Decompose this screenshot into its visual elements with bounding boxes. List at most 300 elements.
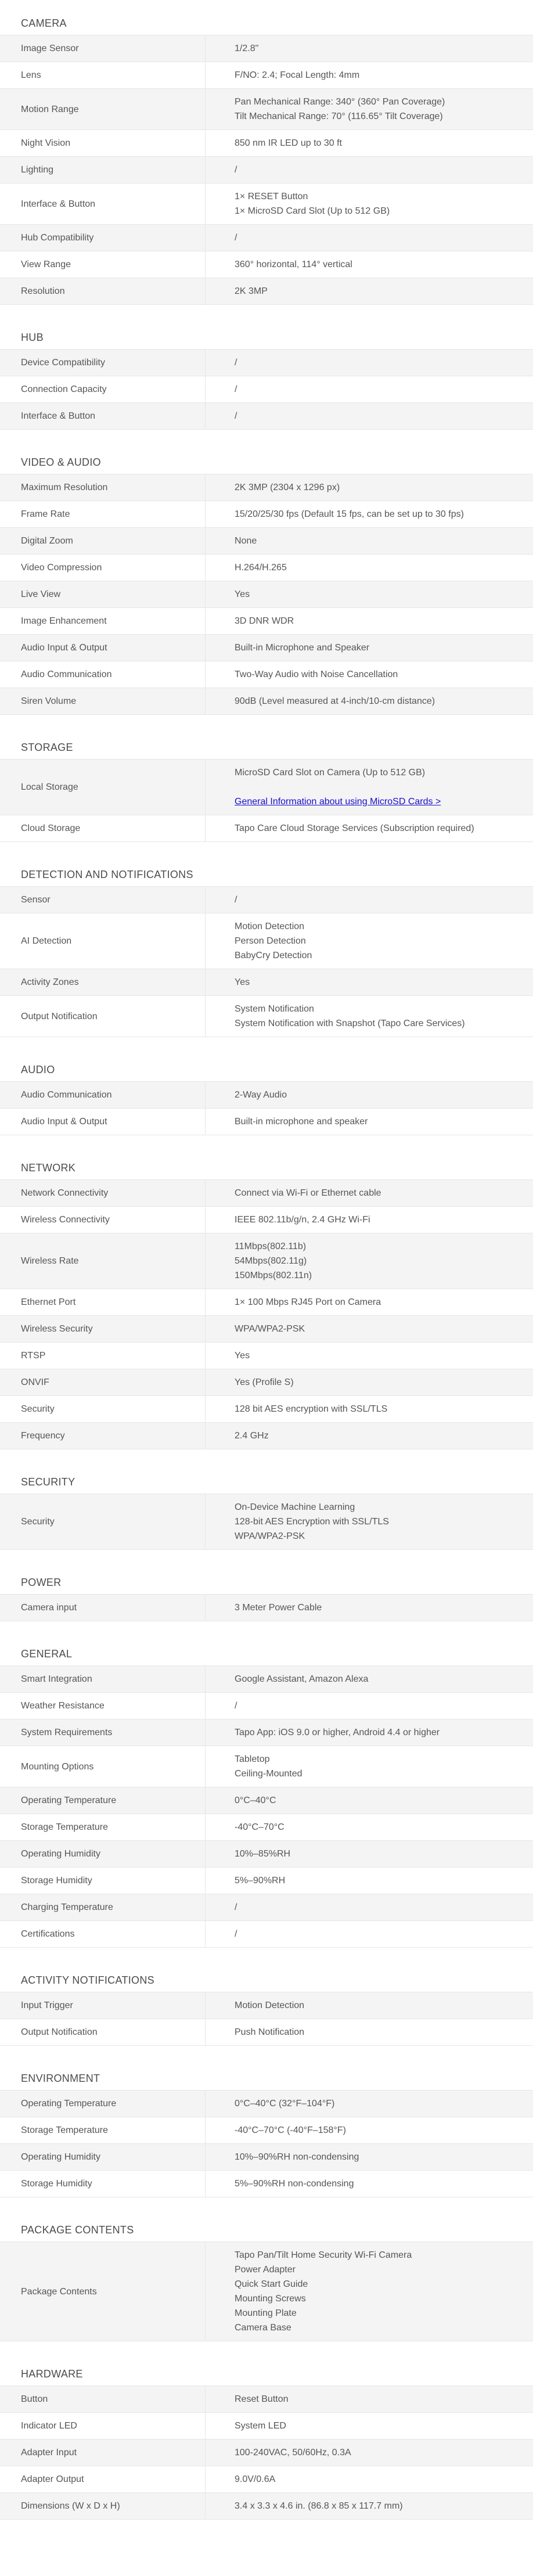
- spec-row: [0, 969, 533, 996]
- spec-value: [206, 555, 533, 581]
- section-gap: [0, 715, 533, 729]
- spec-value-line: 850 nm IR LED up to 30 ft: [235, 138, 342, 148]
- spec-section: [0, 2060, 533, 2211]
- spec-value: [206, 1921, 533, 1947]
- spec-value-line: /: [235, 233, 237, 243]
- section-title: DETECTION AND NOTIFICATIONS: [21, 869, 193, 880]
- spec-value-line: 1× 100 Mbps RJ45 Port on Camera: [235, 1297, 381, 1307]
- spec-value-line: Yes: [235, 1351, 250, 1361]
- spec-value-line: /: [235, 358, 237, 368]
- spec-row: [0, 1868, 533, 1894]
- spec-table: [0, 1665, 533, 1948]
- spec-label: Storage Humidity: [0, 1868, 206, 1894]
- spec-table: [0, 1594, 533, 1621]
- spec-value: [206, 2386, 533, 2412]
- spec-value: [206, 581, 533, 607]
- spec-value: [206, 661, 533, 688]
- spec-row: [0, 815, 533, 842]
- spec-value-line: 90dB (Level measured at 4-inch/10-cm distance): [235, 696, 435, 706]
- spec-value-line: 10%–90%RH non-condensing: [235, 2152, 359, 2162]
- spec-value-line: /: [235, 1701, 237, 1711]
- section-title: AUDIO: [21, 1064, 55, 1075]
- spec-label: Operating Humidity: [0, 2144, 206, 2170]
- spec-row: [0, 501, 533, 528]
- spec-row: [0, 157, 533, 184]
- spec-row: [0, 581, 533, 608]
- spec-value: [206, 1396, 533, 1422]
- spec-row: [0, 2413, 533, 2440]
- spec-value-line: System Notification with Snapshot (Tapo Care Services): [235, 1019, 465, 1028]
- spec-value-line: 2K 3MP (2304 x 1296 px): [235, 483, 340, 492]
- microsd-info-link[interactable]: General Information about using MicroSD Cards >: [235, 797, 441, 807]
- section-gap: [0, 1037, 533, 1051]
- spec-value-line: Yes: [235, 589, 250, 599]
- spec-value: [206, 1343, 533, 1369]
- spec-row: [0, 1595, 533, 1621]
- spec-row: [0, 1666, 533, 1693]
- spec-value-line: Motion Detection: [235, 2001, 305, 2010]
- spec-row: [0, 184, 533, 225]
- section-title: SECURITY: [21, 1476, 75, 1488]
- spec-value-line: 54Mbps(802.11g): [235, 1256, 307, 1266]
- spec-value-line: -40°C–70°C: [235, 1822, 284, 1832]
- spec-label: Activity Zones: [0, 969, 206, 995]
- spec-row: [0, 608, 533, 635]
- spec-value: [206, 2019, 533, 2045]
- spec-value-line: MicroSD Card Slot on Camera (Up to 512 GB): [235, 768, 426, 778]
- spec-row: [0, 403, 533, 430]
- spec-value-line: 2.4 GHz: [235, 1431, 269, 1441]
- spec-label: Button: [0, 2386, 206, 2412]
- spec-label: Charging Temperature: [0, 1894, 206, 1920]
- section-gap: [0, 2341, 533, 2355]
- spec-row: [0, 278, 533, 305]
- spec-row: [0, 1921, 533, 1948]
- spec-label: Hub Compatibility: [0, 225, 206, 251]
- spec-section: [0, 319, 533, 444]
- spec-row: [0, 760, 533, 815]
- spec-row: [0, 1494, 533, 1550]
- spec-value: [206, 1109, 533, 1135]
- spec-value-line: /: [235, 895, 237, 905]
- spec-value: [206, 528, 533, 554]
- spec-value-line: WPA/WPA2-PSK: [235, 1531, 305, 1541]
- spec-table: [0, 1494, 533, 1550]
- spec-row: [0, 528, 533, 555]
- spec-value: [206, 1595, 533, 1621]
- spec-label: View Range: [0, 251, 206, 278]
- spec-value-line: Mounting Screws: [235, 2294, 306, 2304]
- spec-value-line: Google Assistant, Amazon Alexa: [235, 1674, 369, 1684]
- spec-row: [0, 2019, 533, 2046]
- spec-value: [206, 474, 533, 501]
- spec-value: [206, 130, 533, 156]
- spec-label: Cloud Storage: [0, 815, 206, 841]
- section-title: HUB: [21, 332, 44, 343]
- spec-row: [0, 1109, 533, 1135]
- spec-row: [0, 1894, 533, 1921]
- spec-value-line: Quick Start Guide: [235, 2279, 308, 2289]
- spec-row: [0, 2440, 533, 2466]
- spec-row: [0, 2386, 533, 2413]
- section-title: GENERAL: [21, 1648, 73, 1660]
- spec-label: System Requirements: [0, 1719, 206, 1746]
- section-gap: [0, 2046, 533, 2060]
- spec-row: [0, 1233, 533, 1289]
- spec-value: [206, 1423, 533, 1449]
- spec-label: Wireless Security: [0, 1316, 206, 1342]
- spec-value: [206, 1316, 533, 1342]
- spec-label: Lens: [0, 62, 206, 88]
- section-gap: [0, 430, 533, 444]
- spec-row: [0, 2466, 533, 2493]
- spec-row: [0, 1207, 533, 1233]
- spec-label: Input Trigger: [0, 1992, 206, 2019]
- spec-label: Storage Humidity: [0, 2171, 206, 2197]
- spec-label: Package Contents: [0, 2242, 206, 2341]
- spec-label: Security: [0, 1396, 206, 1422]
- spec-value-line: 128-bit AES Encryption with SSL/TLS: [235, 1517, 389, 1527]
- spec-value: [206, 350, 533, 376]
- spec-row: [0, 688, 533, 715]
- spec-label: Network Connectivity: [0, 1180, 206, 1206]
- spec-label: Operating Humidity: [0, 1841, 206, 1867]
- spec-value-line: -40°C–70°C (-40°F–158°F): [235, 2125, 346, 2135]
- spec-table: [0, 2386, 533, 2520]
- spec-label: Wireless Rate: [0, 1233, 206, 1289]
- spec-value-line: 5%–90%RH non-condensing: [235, 2179, 354, 2189]
- section-title: VIDEO & AUDIO: [21, 456, 101, 468]
- spec-label: Audio Communication: [0, 1082, 206, 1108]
- spec-value: [206, 184, 533, 224]
- spec-section: [0, 729, 533, 856]
- spec-value: [206, 1289, 533, 1315]
- spec-section: [0, 1564, 533, 1635]
- spec-value: [206, 996, 533, 1037]
- section-gap: [0, 305, 533, 319]
- spec-value: [206, 225, 533, 251]
- spec-row: [0, 996, 533, 1037]
- spec-value-line: Person Detection: [235, 936, 306, 946]
- section-gap: [0, 2197, 533, 2211]
- section-gap: [0, 1621, 533, 1635]
- spec-value: [206, 635, 533, 661]
- spec-value-line: Ceiling-Mounted: [235, 1769, 302, 1779]
- spec-value-line: BabyCry Detection: [235, 951, 312, 960]
- spec-row: [0, 635, 533, 661]
- spec-value: [206, 1233, 533, 1289]
- spec-value-line: 15/20/25/30 fps (Default 15 fps, can be set up to 30 fps): [235, 509, 464, 519]
- spec-value: [206, 760, 533, 815]
- spec-label: Audio Input & Output: [0, 635, 206, 661]
- spec-label: Operating Temperature: [0, 1787, 206, 1814]
- spec-value: [206, 251, 533, 278]
- spec-value-line: 2-Way Audio: [235, 1090, 287, 1100]
- spec-value-line: Power Adapter: [235, 2265, 296, 2275]
- spec-value-line: IEEE 802.11b/g/n, 2.4 GHz Wi-Fi: [235, 1215, 370, 1225]
- spec-value: [206, 2440, 533, 2466]
- spec-value-line: /: [235, 1929, 237, 1939]
- spec-section: [0, 1051, 533, 1149]
- spec-table: [0, 2242, 533, 2341]
- spec-value-line: 100-240VAC, 50/60Hz, 0.3A: [235, 2448, 351, 2458]
- spec-label: Ethernet Port: [0, 1289, 206, 1315]
- spec-row: [0, 2171, 533, 2197]
- spec-section: [0, 444, 533, 729]
- spec-value-line: /: [235, 384, 237, 394]
- section-title: HARDWARE: [21, 2368, 83, 2380]
- spec-label: Interface & Button: [0, 403, 206, 429]
- spec-row: [0, 555, 533, 581]
- spec-label: Video Compression: [0, 555, 206, 581]
- spec-value: [206, 2413, 533, 2439]
- spec-value: [206, 89, 533, 129]
- spec-label: Security: [0, 1494, 206, 1549]
- spec-value: [206, 62, 533, 88]
- spec-row: [0, 1814, 533, 1841]
- spec-value-line: 10%–85%RH: [235, 1849, 291, 1859]
- spec-label: Output Notification: [0, 2019, 206, 2045]
- spec-section: [0, 2211, 533, 2355]
- spec-value-line: /: [235, 165, 237, 175]
- spec-value: [206, 969, 533, 995]
- spec-label: Interface & Button: [0, 184, 206, 224]
- spec-label: Audio Communication: [0, 661, 206, 688]
- spec-value: [206, 1841, 533, 1867]
- spec-value: [206, 1666, 533, 1692]
- spec-label: Live View: [0, 581, 206, 607]
- section-gap: [0, 1449, 533, 1463]
- spec-label: Storage Temperature: [0, 1814, 206, 1840]
- section-title: ENVIRONMENT: [21, 2073, 100, 2084]
- spec-row: [0, 1369, 533, 1396]
- spec-value: [206, 1369, 533, 1395]
- spec-value: [206, 1746, 533, 1787]
- spec-value-line: On-Device Machine Learning: [235, 1502, 355, 1512]
- spec-row: [0, 225, 533, 251]
- spec-row: [0, 1343, 533, 1369]
- section-title: STORAGE: [21, 742, 73, 753]
- spec-section: [0, 1463, 533, 1564]
- spec-table: [0, 349, 533, 430]
- spec-row: [0, 1423, 533, 1449]
- spec-row: [0, 887, 533, 913]
- spec-value-line: Two-Way Audio with Noise Cancellation: [235, 670, 398, 679]
- spec-row: [0, 1746, 533, 1787]
- spec-value-line: 128 bit AES encryption with SSL/TLS: [235, 1404, 388, 1414]
- spec-row: [0, 1693, 533, 1719]
- spec-table: [0, 1992, 533, 2046]
- spec-value-line: 1× MicroSD Card Slot (Up to 512 GB): [235, 206, 390, 216]
- spec-label: AI Detection: [0, 913, 206, 969]
- spec-value-line: Built-in Microphone and Speaker: [235, 643, 370, 653]
- spec-value-line: /: [235, 411, 237, 421]
- spec-value-line: 0°C–40°C: [235, 1796, 276, 1805]
- spec-label: Camera input: [0, 1595, 206, 1621]
- spec-value-line: None: [235, 536, 257, 546]
- spec-label: Weather Resistance: [0, 1693, 206, 1719]
- spec-value-line: Tapo Pan/Tilt Home Security Wi-Fi Camera: [235, 2250, 412, 2260]
- section-title: NETWORK: [21, 1162, 76, 1174]
- section-gap: [0, 1550, 533, 1564]
- spec-value: [206, 1814, 533, 1840]
- spec-label: Local Storage: [0, 760, 206, 815]
- spec-row: [0, 661, 533, 688]
- spec-value: [206, 1992, 533, 2019]
- spec-value-line: Tapo Care Cloud Storage Services (Subscription required): [235, 823, 474, 833]
- spec-label: Indicator LED: [0, 2413, 206, 2439]
- spec-value-line: 1/2.8": [235, 44, 259, 53]
- spec-value-line: 9.0V/0.6A: [235, 2474, 276, 2484]
- spec-value-line: F/NO: 2.4; Focal Length: 4mm: [235, 70, 360, 80]
- spec-row: [0, 1289, 533, 1316]
- spec-row: [0, 376, 533, 403]
- spec-label: Sensor: [0, 887, 206, 913]
- spec-value-line: Tapo App: iOS 9.0 or higher, Android 4.4 or higher: [235, 1728, 440, 1737]
- spec-table: [0, 759, 533, 842]
- section-title: PACKAGE CONTENTS: [21, 2224, 134, 2236]
- spec-table: [0, 2090, 533, 2197]
- spec-value-line: Connect via Wi-Fi or Ethernet cable: [235, 1188, 381, 1198]
- spec-value: [206, 1693, 533, 1719]
- spec-label: Smart Integration: [0, 1666, 206, 1692]
- spec-value-line: Pan Mechanical Range: 340° (360° Pan Coverage): [235, 97, 445, 107]
- spec-value-line: 150Mbps(802.11n): [235, 1271, 312, 1280]
- spec-value: [206, 376, 533, 402]
- spec-value-line: Tilt Mechanical Range: 70° (116.65° Tilt Coverage): [235, 111, 443, 121]
- spec-section: [0, 5, 533, 319]
- spec-label: Image Enhancement: [0, 608, 206, 634]
- spec-value-line: 360° horizontal, 114° vertical: [235, 260, 352, 269]
- spec-section: [0, 856, 533, 1051]
- spec-value: [206, 887, 533, 913]
- spec-value: [206, 688, 533, 714]
- line-spacer: [235, 780, 533, 794]
- spec-value: [206, 1787, 533, 1814]
- spec-label: Output Notification: [0, 996, 206, 1037]
- spec-label: Operating Temperature: [0, 2091, 206, 2117]
- spec-row: [0, 2242, 533, 2341]
- spec-value: [206, 1894, 533, 1920]
- spec-value: [206, 1494, 533, 1549]
- spec-label: Adapter Input: [0, 2440, 206, 2466]
- spec-row: [0, 2144, 533, 2171]
- spec-value-line: Motion Detection: [235, 922, 305, 931]
- spec-value: [206, 2171, 533, 2197]
- spec-value-line: Mounting Plate: [235, 2308, 297, 2318]
- spec-label: Device Compatibility: [0, 350, 206, 376]
- spec-label: Resolution: [0, 278, 206, 304]
- spec-section: [0, 1635, 533, 1962]
- spec-label: Night Vision: [0, 130, 206, 156]
- spec-row: [0, 1316, 533, 1343]
- spec-value: [206, 278, 533, 304]
- spec-row: [0, 913, 533, 969]
- spec-value: [206, 608, 533, 634]
- spec-value: [206, 501, 533, 527]
- spec-table: [0, 1081, 533, 1135]
- spec-value-line: Yes: [235, 977, 250, 987]
- spec-section: [0, 1962, 533, 2060]
- spec-row: [0, 2117, 533, 2144]
- spec-table: [0, 1179, 533, 1449]
- spec-label: Mounting Options: [0, 1746, 206, 1787]
- spec-row: [0, 350, 533, 376]
- spec-value: [206, 2466, 533, 2492]
- spec-value-line: 3 Meter Power Cable: [235, 1603, 322, 1613]
- spec-value-line: Reset Button: [235, 2394, 289, 2404]
- section-gap: [0, 1135, 533, 1149]
- spec-label: Frequency: [0, 1423, 206, 1449]
- spec-value: [206, 1207, 533, 1233]
- spec-value-line: 3D DNR WDR: [235, 616, 294, 626]
- spec-row: [0, 2493, 533, 2520]
- spec-value: [206, 2242, 533, 2341]
- spec-value-line: 1× RESET Button: [235, 192, 308, 202]
- spec-label: Connection Capacity: [0, 376, 206, 402]
- spec-value: [206, 913, 533, 969]
- spec-value: [206, 1082, 533, 1108]
- spec-value-line: System LED: [235, 2421, 286, 2431]
- spec-row: [0, 35, 533, 62]
- spec-row: [0, 474, 533, 501]
- spec-value-line: Built-in microphone and speaker: [235, 1117, 368, 1127]
- spec-label: Adapter Output: [0, 2466, 206, 2492]
- spec-value-line: /: [235, 1902, 237, 1912]
- section-gap: [0, 2520, 533, 2534]
- spec-value-line: 0°C–40°C (32°F–104°F): [235, 2099, 335, 2109]
- spec-value-line: 5%–90%RH: [235, 1876, 286, 1886]
- spec-section: [0, 1149, 533, 1463]
- spec-label: Motion Range: [0, 89, 206, 129]
- spec-value-line: 11Mbps(802.11b): [235, 1242, 307, 1251]
- spec-table: [0, 35, 533, 305]
- spec-label: Lighting: [0, 157, 206, 183]
- spec-value-line: WPA/WPA2-PSK: [235, 1324, 305, 1334]
- spec-value: [206, 35, 533, 62]
- spec-section: [0, 2355, 533, 2534]
- spec-label: ONVIF: [0, 1369, 206, 1395]
- spec-value: [206, 1868, 533, 1894]
- spec-value: [206, 2144, 533, 2170]
- spec-value: [206, 1180, 533, 1206]
- spec-value-line: System Notification: [235, 1004, 314, 1014]
- spec-value-line: 2K 3MP: [235, 286, 268, 296]
- spec-value-line: Push Notification: [235, 2027, 305, 2037]
- spec-value: [206, 2493, 533, 2519]
- spec-row: [0, 251, 533, 278]
- spec-value: [206, 2117, 533, 2143]
- spec-label: RTSP: [0, 1343, 206, 1369]
- spec-table: [0, 474, 533, 715]
- section-gap: [0, 842, 533, 856]
- spec-value: [206, 157, 533, 183]
- spec-row: [0, 1787, 533, 1814]
- spec-label: Storage Temperature: [0, 2117, 206, 2143]
- section-gap: [0, 1948, 533, 1962]
- section-title: CAMERA: [21, 17, 67, 29]
- spec-label: Dimensions (W x D x H): [0, 2493, 206, 2519]
- spec-table: [0, 886, 533, 1037]
- spec-value-line: Camera Base: [235, 2323, 291, 2333]
- section-title: ACTIVITY NOTIFICATIONS: [21, 1974, 154, 1986]
- spec-label: Image Sensor: [0, 35, 206, 62]
- spec-value: [206, 815, 533, 841]
- section-title: POWER: [21, 1577, 62, 1588]
- spec-value-line: Yes (Profile S): [235, 1377, 294, 1387]
- spec-value: [206, 403, 533, 429]
- spec-value-line: 3.4 x 3.3 x 4.6 in. (86.8 x 85 x 117.7 mm): [235, 2501, 403, 2511]
